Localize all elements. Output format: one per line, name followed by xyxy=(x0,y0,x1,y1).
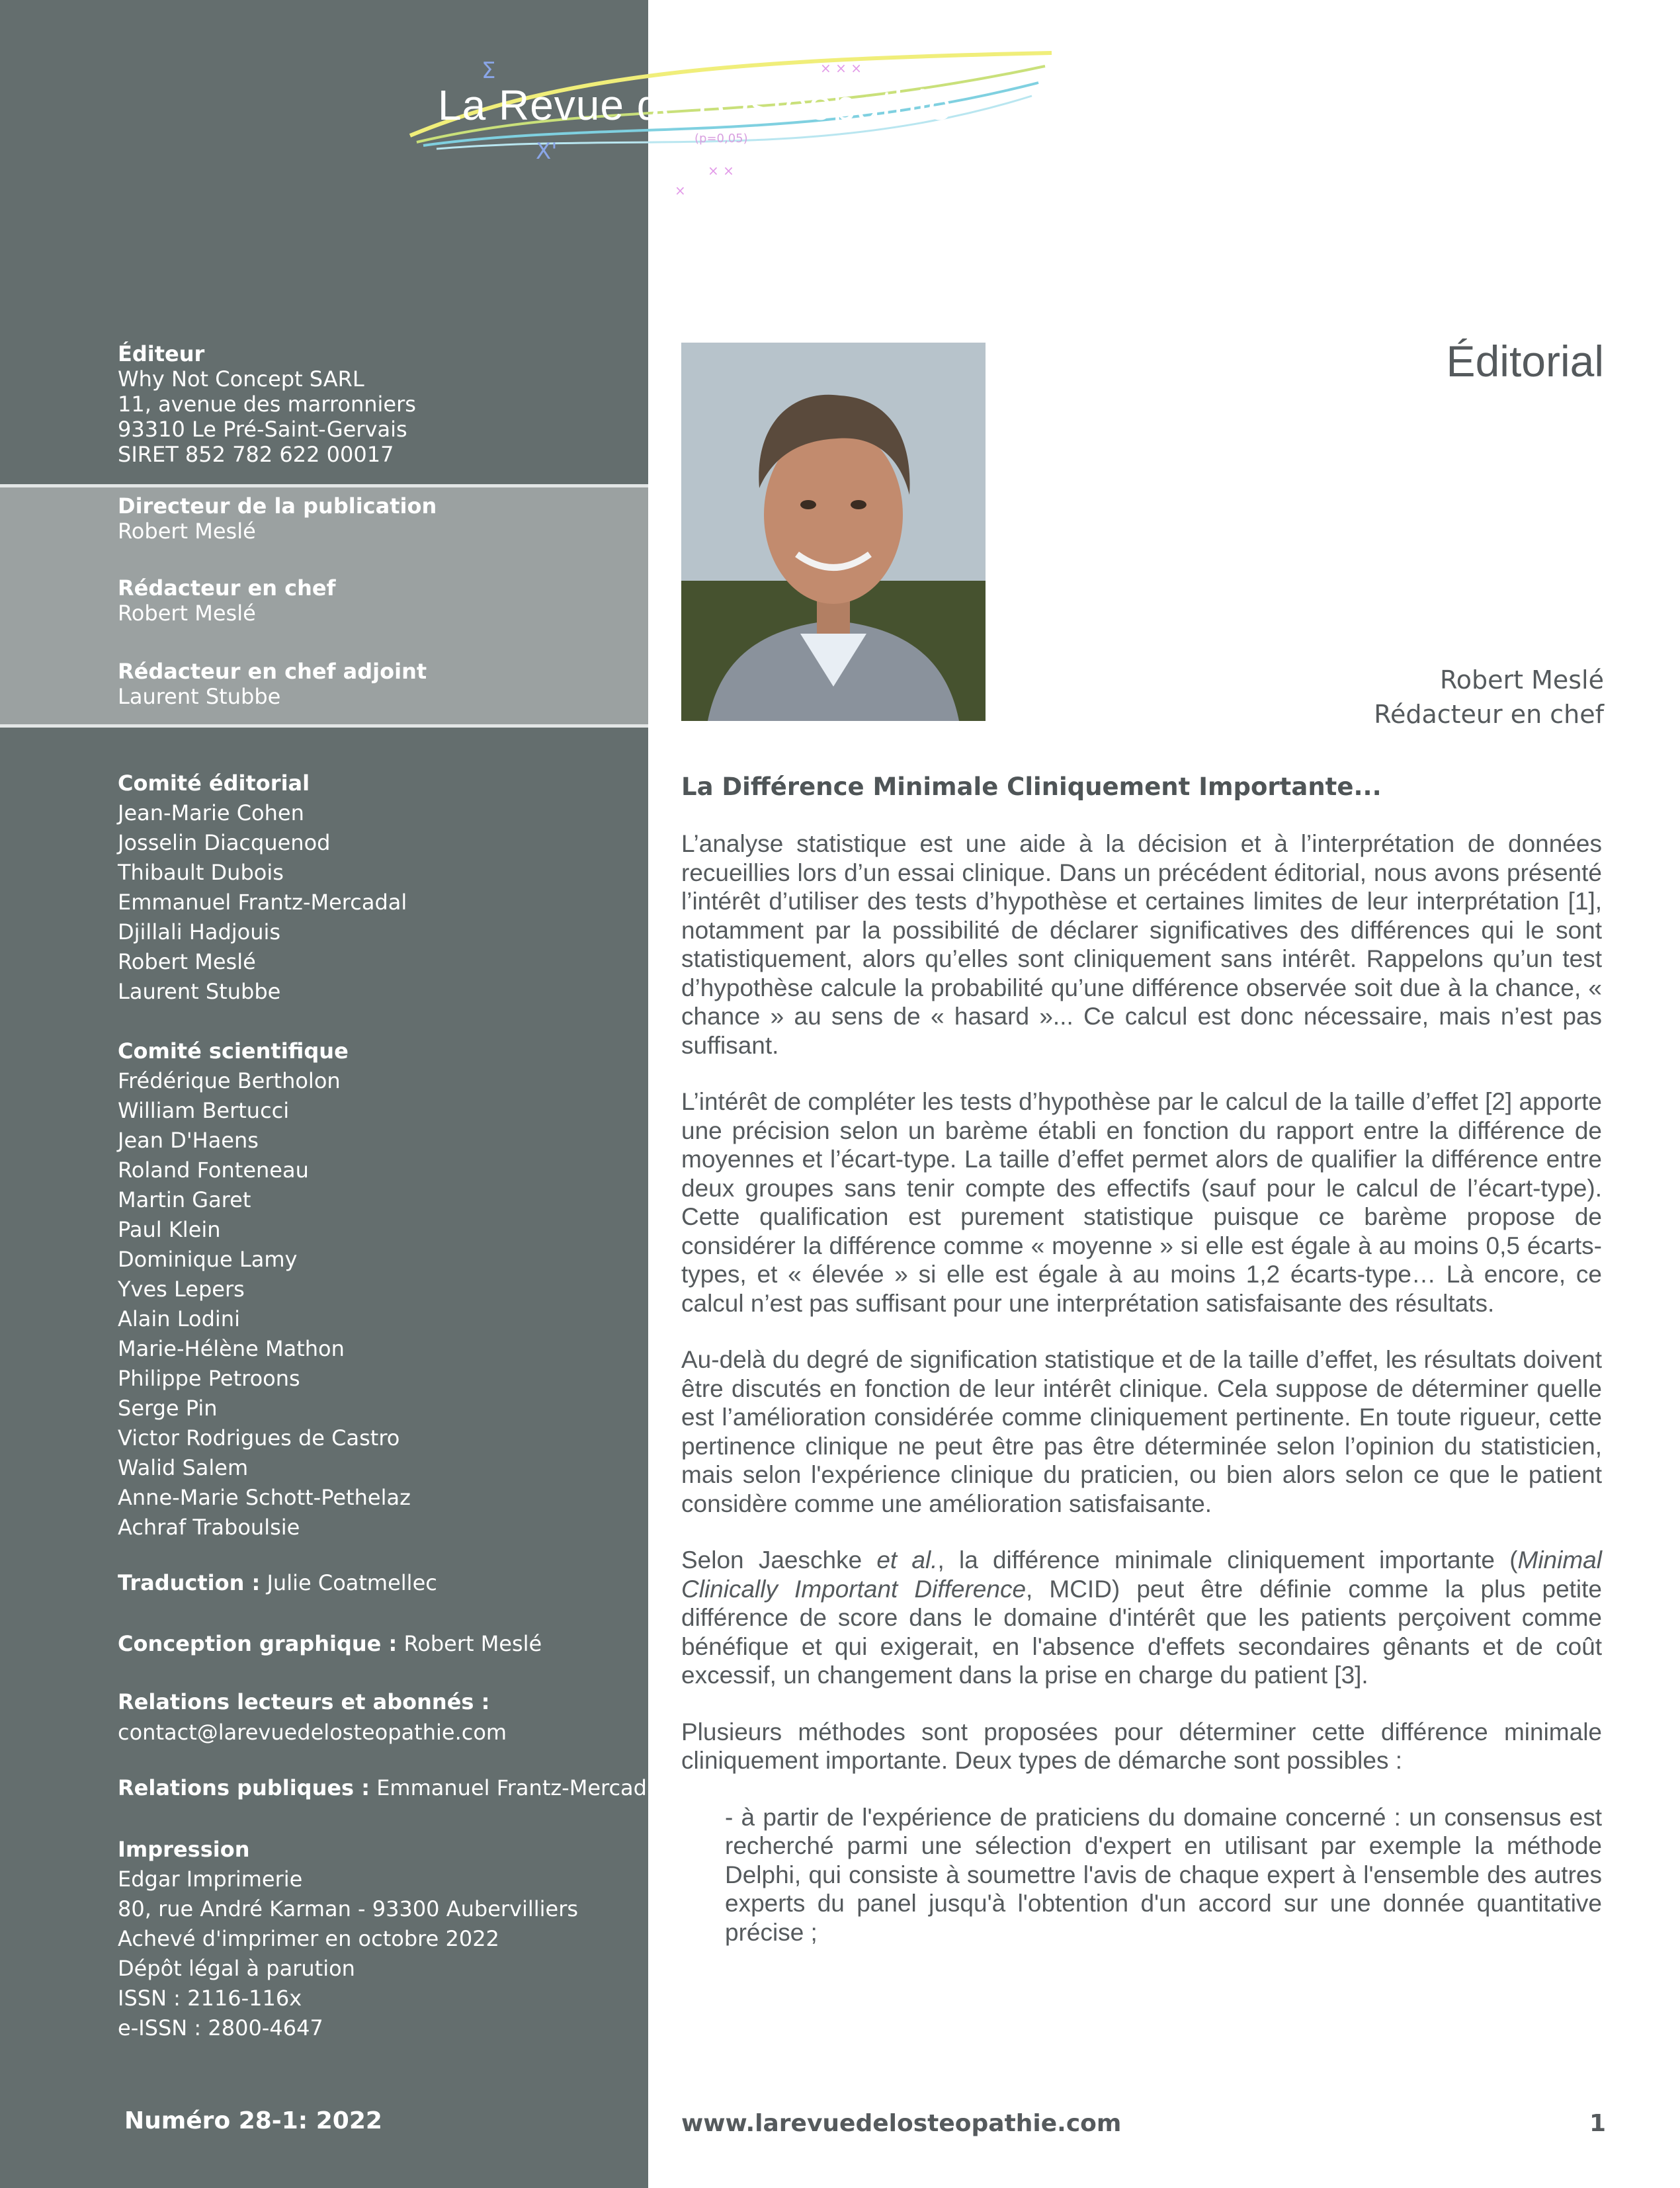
paragraph-part: , la différence minimale cliniquement importante ( xyxy=(937,1546,1518,1574)
member-name: Djillali Hadjouis xyxy=(118,919,281,945)
author-photo xyxy=(681,343,986,721)
member-name: Victor Rodrigues de Castro xyxy=(118,1425,400,1451)
member-name: Roland Fonteneau xyxy=(118,1157,309,1183)
svg-text:× ×: × × xyxy=(708,163,734,179)
author-name: Robert Meslé xyxy=(1440,665,1604,694)
editeur-line: SIRET 852 782 622 00017 xyxy=(118,442,394,467)
member-name: Jean-Marie Cohen xyxy=(118,800,304,825)
relations-lecteurs-label: Relations lecteurs et abonnés : xyxy=(118,1689,490,1714)
impression-line: ISSN : 2116-116x xyxy=(118,1986,302,2011)
member-name: Robert Meslé xyxy=(118,949,256,974)
mcid-term: Minimal Clinically Important Difference xyxy=(681,1546,1602,1603)
paragraph-part: Selon Jaeschke xyxy=(681,1546,877,1574)
article-title: La Différence Minimale Cliniquement Importante... xyxy=(681,773,1382,801)
redacteur-label: Rédacteur en chef xyxy=(118,575,336,601)
editeur-line: 93310 Le Pré-Saint-Gervais xyxy=(118,417,407,442)
comite-editorial-label: Comité éditorial xyxy=(118,771,310,796)
member-name: Jean D'Haens xyxy=(118,1128,259,1153)
impression-line: 80, rue André Karman - 93300 Aubervilliers xyxy=(118,1896,579,1921)
traduction-line xyxy=(118,1570,634,1595)
et-al: et al. xyxy=(876,1546,938,1574)
member-name: Philippe Petroons xyxy=(118,1366,300,1391)
redacteur-value: Robert Meslé xyxy=(118,601,256,626)
svg-text:X': X' xyxy=(536,138,558,165)
member-name: Achraf Traboulsie xyxy=(118,1515,300,1540)
editeur-label: Éditeur xyxy=(118,341,205,366)
traduction-value: Julie Coatmellec xyxy=(267,1570,437,1595)
redacteur-adjoint-label: Rédacteur en chef adjoint xyxy=(118,659,427,684)
conception-line xyxy=(118,1631,634,1656)
svg-text:× × ×: × × × xyxy=(820,60,862,76)
journal-title: La Revue de l'Ostéopathie xyxy=(438,81,952,129)
redacteur-block xyxy=(118,575,634,626)
member-name: Yves Lepers xyxy=(118,1277,245,1302)
logo-swoosh-icon xyxy=(397,46,1078,225)
member-name: Laurent Stubbe xyxy=(118,979,281,1004)
svg-text:(p=0,05): (p=0,05) xyxy=(694,132,748,146)
author-signature xyxy=(1374,663,1604,732)
relations-lecteurs-block xyxy=(118,1687,634,1747)
member-name: William Bertucci xyxy=(118,1098,290,1123)
directeur-value: Robert Meslé xyxy=(118,519,256,544)
impression-block xyxy=(118,1835,634,2043)
relations-publiques-value: Emmanuel Frantz-Mercadal xyxy=(376,1775,666,1800)
paragraph: L’analyse statistique est une aide à la décision et à l’interprétation de données recueillies lors d’un essai clinique. Dans un précédent éditorial, nous avons présenté l’intérêt d’utiliser des tests d’hypothèse et certaines limites de leur interprétation [1], notamment par la possibilité de déclarer significatives des différences qui le sont statistiquement, alors qu’elles sont cliniquement sans intérêt. Rappelons qu’un test d’hypothèse calcule la probabilité qu’une différence observée soit due à la chance, « chance » au sens de « hasard »... Ce calcul est donc nécessaire, mais n’est pas suffisant. xyxy=(681,830,1602,1059)
article-body xyxy=(681,829,1602,1974)
relations-publiques-line xyxy=(118,1775,666,1800)
member-name: Frédérique Bertholon xyxy=(118,1068,341,1093)
member-name: Paul Klein xyxy=(118,1217,221,1242)
member-name: Martin Garet xyxy=(118,1187,251,1212)
conception-value: Robert Meslé xyxy=(403,1631,542,1656)
member-name: Josselin Diacquenod xyxy=(118,830,331,855)
editeur-block xyxy=(118,341,634,467)
comite-scientifique-block xyxy=(118,1036,634,1542)
member-name: Dominique Lamy xyxy=(118,1247,298,1272)
impression-line: Achevé d'imprimer en octobre 2022 xyxy=(118,1926,499,1951)
paragraph xyxy=(681,1546,1602,1690)
paragraph: L’intérêt de compléter les tests d’hypothèse par le calcul de la taille d’effet [2] apporte une précision selon un barème établi en fonction du rapport entre la différence de moyennes et l’écart-type. La taille d’effet permet alors de qualifier la différence entre deux groupes sans tenir compte des effectifs (sauf pour le calcul de l’écart-type). Cette qualification est purement statistique puisque ce barème propose de considérer la différence comme « moyenne » si elle est égale à au moins 0,5 écarts-types, et « élevée » si elle est égale à au moins 1,2 écarts-type… Là encore, ce calcul n’est pas suffisant pour une interprétation satisfaisante des résultats. xyxy=(681,1088,1602,1317)
redacteur-adjoint-block xyxy=(118,659,634,709)
member-name: Walid Salem xyxy=(118,1455,249,1480)
member-name: Anne-Marie Schott-Pethelaz xyxy=(118,1485,411,1510)
list-item: - à partir de l'expérience de praticiens du domaine concerné : un consensus est recherché parmi une sélection d'expert en utilisant par exemple la méthode Delphi, qui consiste à soumettre l'avis de chaque expert à l'ensemble des autres experts du panel jusqu'à l'obtention d'un accord sur une donnée quantitative précise ; xyxy=(725,1803,1602,1946)
impression-line: Dépôt légal à parution xyxy=(118,1956,355,1981)
issue-number: Numéro 28-1: 2022 xyxy=(124,2107,382,2134)
website-link[interactable]: www.larevuedelosteopathie.com xyxy=(681,2110,1122,2137)
directeur-block xyxy=(118,493,634,544)
member-name: Emmanuel Frantz-Mercadal xyxy=(118,890,407,915)
comite-scientifique-label: Comité scientifique xyxy=(118,1038,349,1064)
paragraph: Plusieurs méthodes sont proposées pour déterminer cette différence minimale cliniquement importante. Deux types de démarche sont possibles : xyxy=(681,1718,1602,1774)
impression-line: e-ISSN : 2800-4647 xyxy=(118,2015,323,2041)
editeur-line: 11, avenue des marronniers xyxy=(118,392,416,417)
member-name: Marie-Hélène Mathon xyxy=(118,1336,345,1361)
traduction-label: Traduction : xyxy=(118,1570,261,1595)
page-number: 1 xyxy=(1589,2110,1606,2137)
redacteur-adjoint-value: Laurent Stubbe xyxy=(118,684,281,709)
conception-label: Conception graphique : xyxy=(118,1631,398,1656)
impression-line: Edgar Imprimerie xyxy=(118,1867,303,1892)
svg-text:×: × xyxy=(675,183,686,198)
contact-email: contact@larevuedelosteopathie.com xyxy=(118,1720,507,1745)
paragraph-part: , MCID) peut être définie comme la plus petite différence de score dans le domaine d'intérêt que les patients perçoivent comme bénéfique et qui exigerait, en l'absence d'effets secondaires gênants et de coût excessif, un changement dans la prise en charge du patient [3]. xyxy=(681,1575,1602,1689)
section-title: Éditorial xyxy=(1446,337,1604,386)
portrait-image xyxy=(681,343,986,721)
member-name: Serge Pin xyxy=(118,1396,218,1421)
editeur-line: Why Not Concept SARL xyxy=(118,366,364,392)
journal-logo xyxy=(397,46,1078,225)
directeur-label: Directeur de la publication xyxy=(118,493,437,519)
relations-publiques-label: Relations publiques : xyxy=(118,1775,370,1800)
comite-editorial-block xyxy=(118,769,634,1007)
member-name: Alain Lodini xyxy=(118,1306,240,1331)
svg-text:Σ: Σ xyxy=(482,58,496,84)
impression-label: Impression xyxy=(118,1837,250,1862)
author-role: Rédacteur en chef xyxy=(1374,700,1604,729)
member-name: Thibault Dubois xyxy=(118,860,284,885)
paragraph: Au-delà du degré de signification statistique et de la taille d’effet, les résultats doivent être discutés en fonction de leur intérêt clinique. Cela suppose de déterminer quelle est l’amélioration considérée comme cliniquement pertinente. En toute rigueur, cette pertinence clinique ne peut être pas être déterminée selon l’opinion du statisticien, mais selon l'expérience clinique du praticien, ou bien alors selon ce que le patient considère comme une amélioration satisfaisante. xyxy=(681,1346,1602,1517)
